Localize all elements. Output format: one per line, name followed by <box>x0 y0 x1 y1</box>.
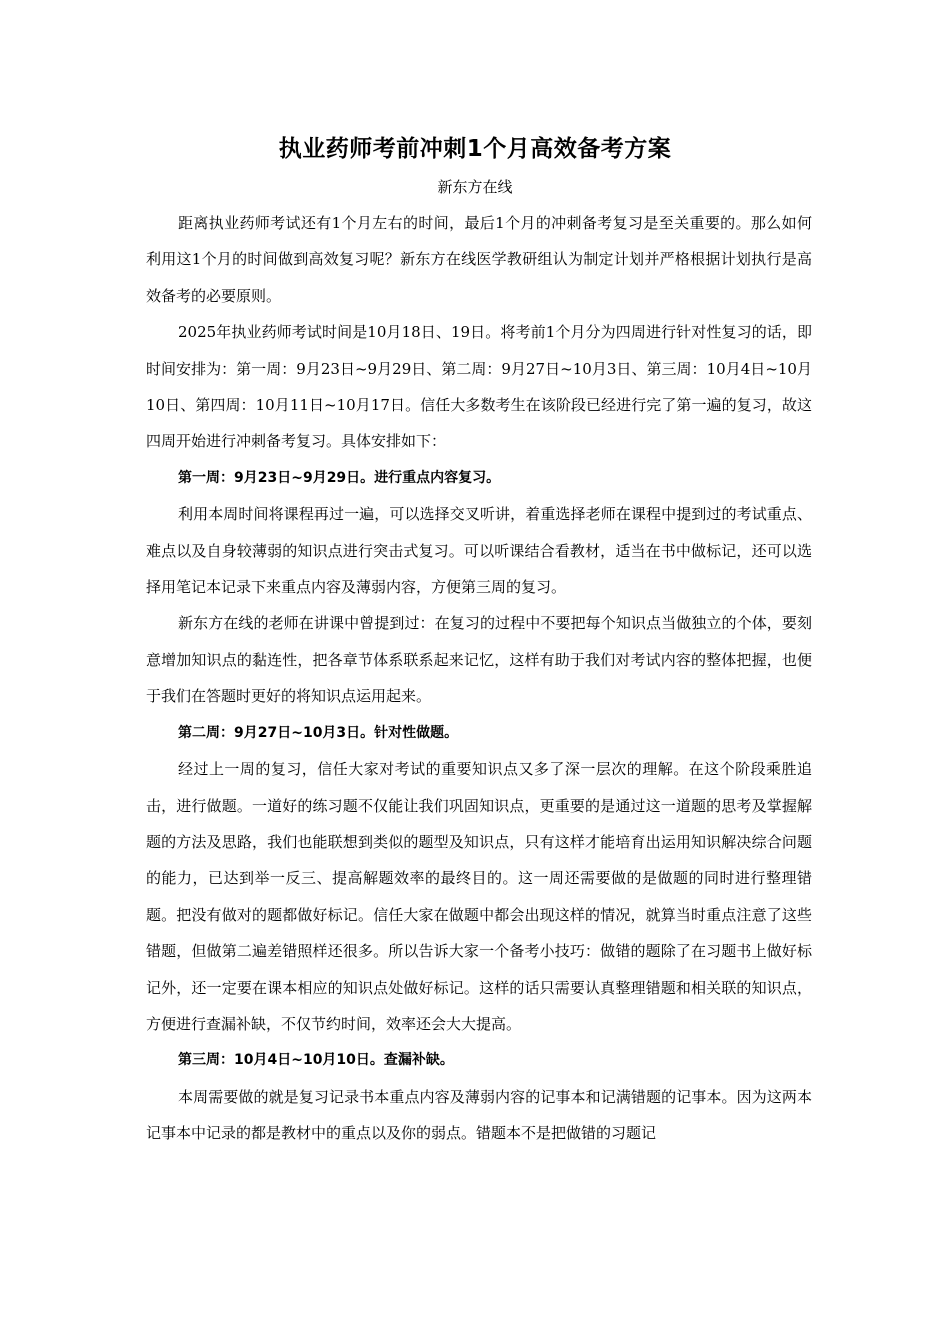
document-title: 执业药师考前冲刺1个月高效备考方案 <box>278 136 672 162</box>
body-paragraph: 利用本周时间将课程再过一遍，可以选择交叉听讲，着重选择老师在课程中提到过的考试重点、难点以及自身较薄弱的知识点进行突击式复习。可以听课结合看教材，适当在书中做标记，还可以选择用笔记本记录下来重点内容及薄弱内容，方便第三周的复习。 <box>146 505 812 597</box>
body-paragraph: 新东方在线的老师在讲课中曾提到过：在复习的过程中不要把每个知识点当做独立的个体，要刻意增加知识点的黏连性，把各章节体系联系起来记忆，这样有助于我们对考试内容的整体把握，也便于我们在答题时更好的将知识点运用起来。 <box>146 614 812 706</box>
document-body <box>146 205 812 1152</box>
section-heading-week3: 第三周：10月4日~10月10日。查漏补缺。 <box>178 1052 454 1069</box>
body-paragraph: 2025年执业药师考试时间是10月18日、19日。将考前1个月分为四周进行针对性复习的话，即时间安排为：第一周：9月23日~9月29日、第二周：9月27日~10月3日、第三周：10月4日~10月10日、第四周：10月11日~10月17日。信任大多数考生在该阶段已经进行完了第一遍的复习，故这四周开始进行冲刺备考复习。具体安排如下： <box>146 323 812 451</box>
document-source: 新东方在线 <box>437 178 513 196</box>
section-heading-week1: 第一周：9月23日~9月29日。进行重点内容复习。 <box>178 469 501 486</box>
body-paragraph: 本周需要做的就是复习记录书本重点内容及薄弱内容的记事本和记满错题的记事本。因为这两本记事本中记录的都是教材中的重点以及你的弱点。错题本不是把做错的习题记 <box>146 1087 812 1143</box>
body-paragraph: 距离执业药师考试还有1个月左右的时间，最后1个月的冲刺备考复习是至关重要的。那么如何利用这1个月的时间做到高效复习呢？新东方在线医学教研组认为制定计划并严格根据计划执行是高效备考的必要原则。 <box>146 214 812 305</box>
section-heading-week2: 第二周：9月27日~10月3日。针对性做题。 <box>178 724 459 741</box>
body-paragraph: 经过上一周的复习，信任大家对考试的重要知识点又多了深一层次的理解。在这个阶段乘胜追击，进行做题。一道好的练习题不仅能让我们巩固知识点，更重要的是通过这一道题的思考及掌握解题的方法及思路，我们也能联想到类似的题型及知识点，只有这样才能培育出运用知识解决综合问题的能力，已达到举一反三、提高解题效率的最终目的。这一周还需要做的是做题的同时进行整理错题。把没有做对的题都做好标记。信任大家在做题中都会出现这样的情况，就算当时重点注意了这些错题，但做第二遍差错照样还很多。所以告诉大家一个备考小技巧：做错的题除了在习题书上做好标记外，还一定要在课本相应的知识点处做好标记。这样的话只需要认真整理错题和相关联的知识点，方便进行查漏补缺，不仅节约时间，效率还会大大提高。 <box>146 760 812 1033</box>
